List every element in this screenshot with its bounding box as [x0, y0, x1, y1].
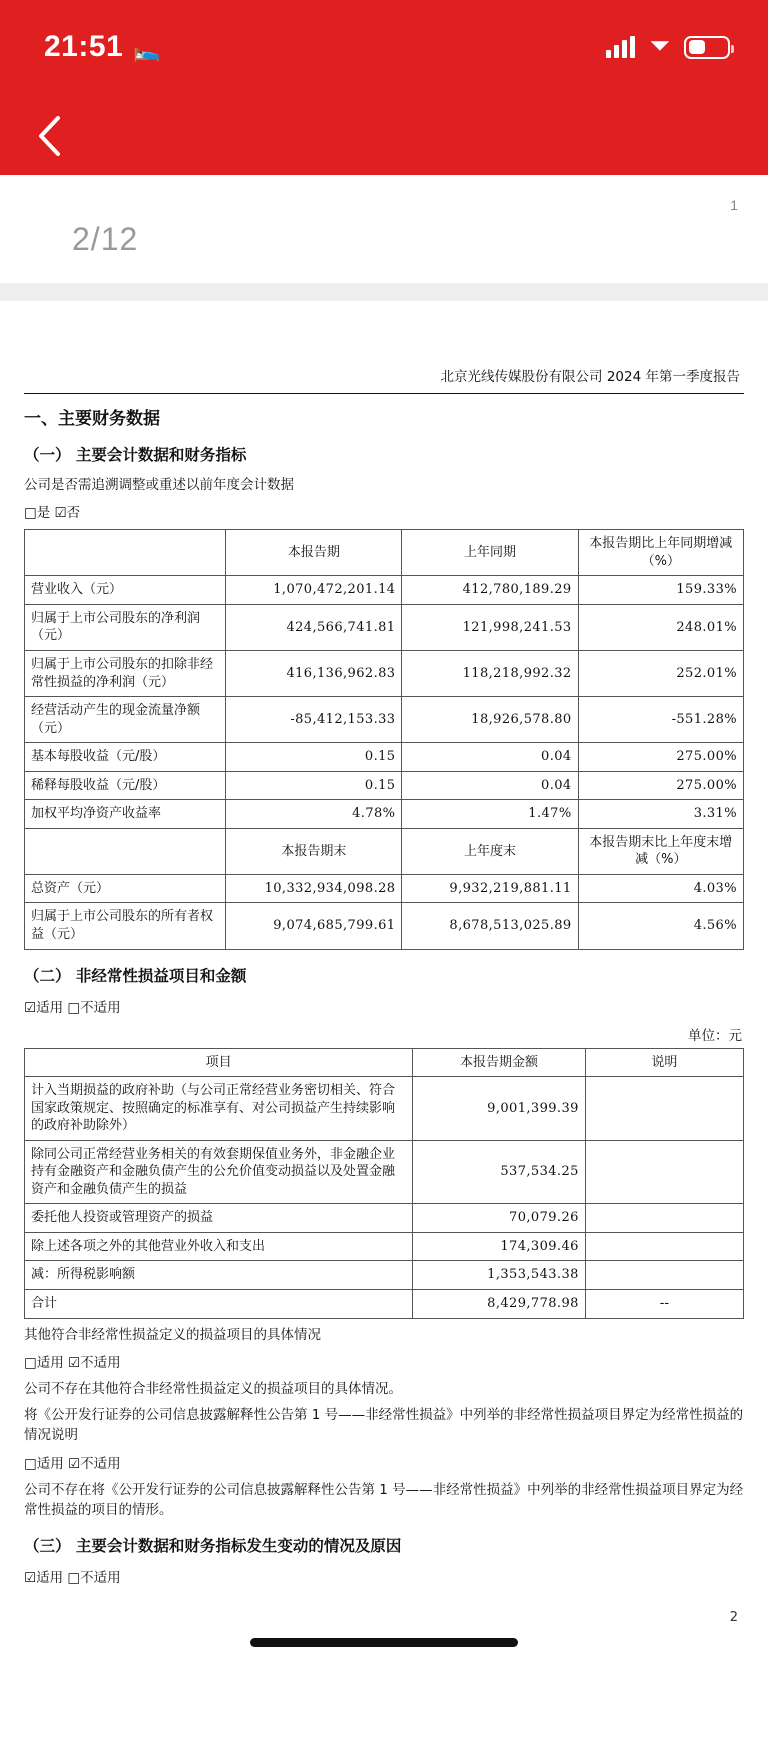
table-row	[25, 604, 744, 650]
page-indicator: 2/12	[72, 221, 139, 257]
page-top-band	[0, 175, 768, 283]
restate-question: 公司是否需追溯调整或重述以前年度会计数据	[24, 477, 294, 493]
table-row	[25, 1232, 744, 1261]
row-label: 加权平均净资产收益率	[25, 800, 226, 829]
th-change-pct-2: 本报告期末比上年度末增减（%）	[578, 828, 743, 874]
row-note	[585, 1140, 743, 1204]
th-note: 说明	[585, 1048, 743, 1077]
row-amount: 70,079.26	[413, 1204, 586, 1233]
row-item: 除上述各项之外的其他营业外收入和支出	[25, 1232, 413, 1261]
document-page-number: 2	[729, 1610, 738, 1626]
table-row	[25, 1290, 744, 1319]
row-label: 总资产（元）	[25, 874, 226, 903]
nonrecurring-items-table	[24, 1048, 744, 1319]
sub-two-applicable: ☑适用 □不适用	[24, 999, 121, 1016]
table-row	[25, 576, 744, 605]
status-left	[44, 30, 161, 64]
restate-answer: □是 ☑否	[24, 505, 81, 522]
table-header-row	[25, 530, 744, 576]
row-current: 4.78%	[226, 800, 402, 829]
running-header: 北京光线传媒股份有限公司 2024 年第一季度报告	[440, 369, 740, 385]
table-row	[25, 743, 744, 772]
header-rule	[24, 393, 744, 394]
row-change: 159.33%	[578, 576, 743, 605]
row-change: -551.28%	[578, 697, 743, 743]
signal-bars-icon	[606, 36, 635, 58]
row-prior: 118,218,992.32	[402, 650, 578, 696]
unit-note: 单位：元	[688, 1027, 742, 1044]
corner-page-number: 1	[730, 197, 738, 213]
row-item: 委托他人投资或管理资产的损益	[25, 1204, 413, 1233]
row-current: -85,412,153.33	[226, 697, 402, 743]
th-blank-1	[25, 530, 226, 576]
other-items-applicable: □适用 ☑不适用	[24, 1354, 121, 1371]
row-amount: 8,429,778.98	[413, 1290, 586, 1319]
row-current: 416,136,962.83	[226, 650, 402, 696]
table-header-row-2	[25, 828, 744, 874]
row-current: 1,070,472,201.14	[226, 576, 402, 605]
table-row	[25, 1261, 744, 1290]
table-row	[25, 874, 744, 903]
row-prior: 18,926,578.80	[402, 697, 578, 743]
table-header-row	[25, 1048, 744, 1077]
row-amount: 9,001,399.39	[413, 1077, 586, 1141]
th-blank-2	[25, 828, 226, 874]
row-label: 稀释每股收益（元/股）	[25, 771, 226, 800]
reclassify-text: 公司不存在将《公开发行证券的公司信息披露解释性公告第 1 号——非经常性损益》中列举的非经常性损益项目界定为经常性损益的项目的情形。	[24, 1481, 744, 1518]
subsection-title-one-three: （三） 主要会计数据和财务指标发生变动的情况及原因	[24, 1537, 402, 1556]
row-change: 4.56%	[578, 903, 743, 949]
row-label: 归属于上市公司股东的所有者权益（元）	[25, 903, 226, 949]
row-current: 10,332,934,098.28	[226, 874, 402, 903]
status-bar	[0, 0, 768, 64]
page-gap-divider	[0, 283, 768, 301]
row-amount: 1,353,543.38	[413, 1261, 586, 1290]
table-row	[25, 771, 744, 800]
subsection-title-one-two: （二） 非经常性损益项目和金额	[24, 966, 247, 985]
table-row	[25, 1204, 744, 1233]
row-prior: 0.04	[402, 743, 578, 772]
row-amount: 537,534.25	[413, 1140, 586, 1204]
table-row	[25, 800, 744, 829]
sub-three-applicable: ☑适用 □不适用	[24, 1570, 121, 1587]
other-items-text: 公司不存在其他符合非经常性损益定义的损益项目的具体情况。	[24, 1380, 402, 1397]
row-note	[585, 1077, 743, 1141]
battery-icon	[684, 36, 730, 59]
wifi-icon: ⏷	[649, 30, 670, 60]
th-prior-year-end: 上年度末	[402, 828, 578, 874]
row-label: 归属于上市公司股东的扣除非经常性损益的净利润（元）	[25, 650, 226, 696]
app-header	[0, 0, 768, 175]
row-change: 3.31%	[578, 800, 743, 829]
table-row	[25, 903, 744, 949]
row-note: --	[585, 1290, 743, 1319]
table-row	[25, 1077, 744, 1141]
row-change: 275.00%	[578, 771, 743, 800]
row-note	[585, 1261, 743, 1290]
table-row	[25, 1140, 744, 1204]
row-change: 275.00%	[578, 743, 743, 772]
document-page	[0, 365, 768, 1625]
row-amount: 174,309.46	[413, 1232, 586, 1261]
status-time: 21:51	[44, 30, 124, 63]
home-indicator[interactable]	[250, 1638, 518, 1647]
th-item: 项目	[25, 1048, 413, 1077]
row-item: 计入当期损益的政府补助（与公司正常经营业务密切相关、符合国家政策规定、按照确定的标准享有、对公司损益产生持续影响的政府补助除外）	[25, 1077, 413, 1141]
row-label: 归属于上市公司股东的净利润（元）	[25, 604, 226, 650]
subsection-title-one-one: （一） 主要会计数据和财务指标	[24, 446, 247, 464]
row-label: 经营活动产生的现金流量净额（元）	[25, 697, 226, 743]
back-button[interactable]	[26, 112, 74, 160]
row-label: 基本每股收益（元/股）	[25, 743, 226, 772]
row-current: 424,566,741.81	[226, 604, 402, 650]
th-current-period: 本报告期	[226, 530, 402, 576]
row-prior: 8,678,513,025.89	[402, 903, 578, 949]
table-row	[25, 697, 744, 743]
row-prior: 1.47%	[402, 800, 578, 829]
th-prior-period: 上年同期	[402, 530, 578, 576]
row-prior: 0.04	[402, 771, 578, 800]
row-current: 9,074,685,799.61	[226, 903, 402, 949]
row-current: 0.15	[226, 771, 402, 800]
table-row	[25, 650, 744, 696]
row-label: 营业收入（元）	[25, 576, 226, 605]
th-change-pct: 本报告期比上年同期增减（%）	[578, 530, 743, 576]
th-period-end: 本报告期末	[226, 828, 402, 874]
bed-icon: 🛌	[133, 37, 162, 62]
row-change: 248.01%	[578, 604, 743, 650]
row-prior: 121,998,241.53	[402, 604, 578, 650]
row-item: 减：所得税影响额	[25, 1261, 413, 1290]
reclassify-title: 将《公开发行证券的公司信息披露解释性公告第 1 号——非经常性损益》中列举的非经常性损益项目界定为经常性损益的情况说明	[24, 1407, 744, 1444]
section-title-one: 一、主要财务数据	[24, 409, 160, 429]
row-current: 0.15	[226, 743, 402, 772]
reclassify-applicable: □适用 ☑不适用	[24, 1455, 121, 1472]
th-amount: 本报告期金额	[413, 1048, 586, 1077]
row-item: 合计	[25, 1290, 413, 1319]
row-change: 4.03%	[578, 874, 743, 903]
chevron-left-icon	[35, 113, 65, 159]
row-note	[585, 1232, 743, 1261]
row-prior: 9,932,219,881.11	[402, 874, 578, 903]
page-top-margin	[0, 301, 768, 365]
row-note	[585, 1204, 743, 1233]
other-items-title: 其他符合非经常性损益定义的损益项目的具体情况	[24, 1326, 321, 1343]
status-right	[606, 30, 730, 60]
main-financial-table	[24, 529, 744, 949]
row-item: 除同公司正常经营业务相关的有效套期保值业务外，非金融企业持有金融资产和金融负债产生的公允价值变动损益以及处置金融资产和金融负债产生的损益	[25, 1140, 413, 1204]
row-change: 252.01%	[578, 650, 743, 696]
row-prior: 412,780,189.29	[402, 576, 578, 605]
